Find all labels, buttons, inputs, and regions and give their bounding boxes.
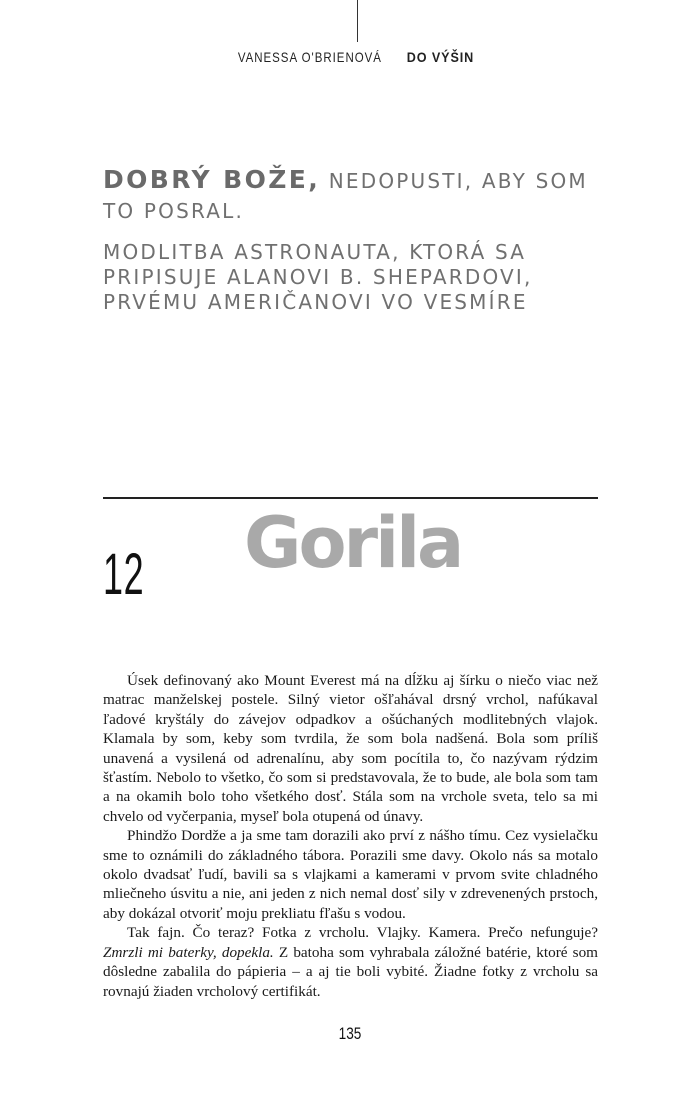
chapter-divider	[103, 497, 598, 499]
body-paragraph-1: Úsek definovaný ako Mount Everest má na dĺžku aj šírku o niečo viac než matrac manželskej postele. Silný vietor ošľahával drsný vrchol, nafúkaval ľadové kryštály do závejov odpadkov a ošúchaných modlitebných vlajok. Klamala by som, keby som tvrdila, že som bola nadšená. Bola som príliš unavená a vysilená od adrenalínu, aby som pocítila to, čo nazývam rýdzim šťastím. Nebolo to všetko, čo som si predstavovala, že to bude, ale bola som tam a na okamih bolo toho všetkého dosť. Stála som na vrchole sveta, telo sa mi chvelo od vyčerpania, myseľ bola otupená od únavy.	[103, 672, 598, 825]
header-book-title: DO VÝŠIN	[406, 49, 475, 65]
chapter-title: Gorila	[244, 502, 462, 584]
epigraph-quote	[103, 165, 623, 226]
epigraph-quote-emphasis: DOBRÝ BOŽE,	[103, 165, 321, 194]
chapter-body	[103, 671, 598, 1001]
epigraph-source: MODLITBA ASTRONAUTA, KTORÁ SA PRIPISUJE ALANOVI B. SHEPARDOVI, PRVÉMU AMERIČANOVI VO VESMÍRE	[103, 240, 533, 314]
body-paragraph-3-end: Z batoha som vyhrabala záložné batérie, ktoré som dôsledne zabalila do pápieria – a aj tie boli vybité. Žiadne fotky z vrcholu sa rovnajú žiaden vrcholový certifikát.	[103, 943, 598, 1000]
header-author: VANESSA O'BRIENOVÁ	[237, 49, 383, 65]
epigraph-quote-rest: NEDOPUSTI, ABY SOM TO POSRAL.	[103, 169, 588, 223]
page-number: 135	[338, 1024, 362, 1043]
header-divider	[357, 0, 358, 42]
running-header	[0, 49, 700, 65]
body-paragraph-3	[103, 923, 598, 1001]
epigraph	[103, 165, 623, 315]
body-paragraph-3-start: Tak fajn. Čo teraz? Fotka z vrcholu. Vlajky. Kamera. Prečo nefunguje?	[127, 924, 598, 942]
body-paragraph-2: Phindžo Dordže a ja sme tam dorazili ako prví z nášho tímu. Cez vysielačku sme to oznámili do základného tábora. Porazili sme davy. Okolo nás sa motalo okolo dvadsať ľudí, bavili sa s vlajkami a kamerami v prvom svite chladného mliečneho úsvitu a nie, ani jeden z nich nemal dosť sily v zdrevenených prstoch, aby dokázal otvoriť moju prekliatu fľašu s vodou.	[103, 827, 598, 922]
chapter-number: 12	[103, 542, 145, 607]
body-paragraph-3-italic: Zmrzli mi baterky, dopekla.	[103, 943, 274, 961]
